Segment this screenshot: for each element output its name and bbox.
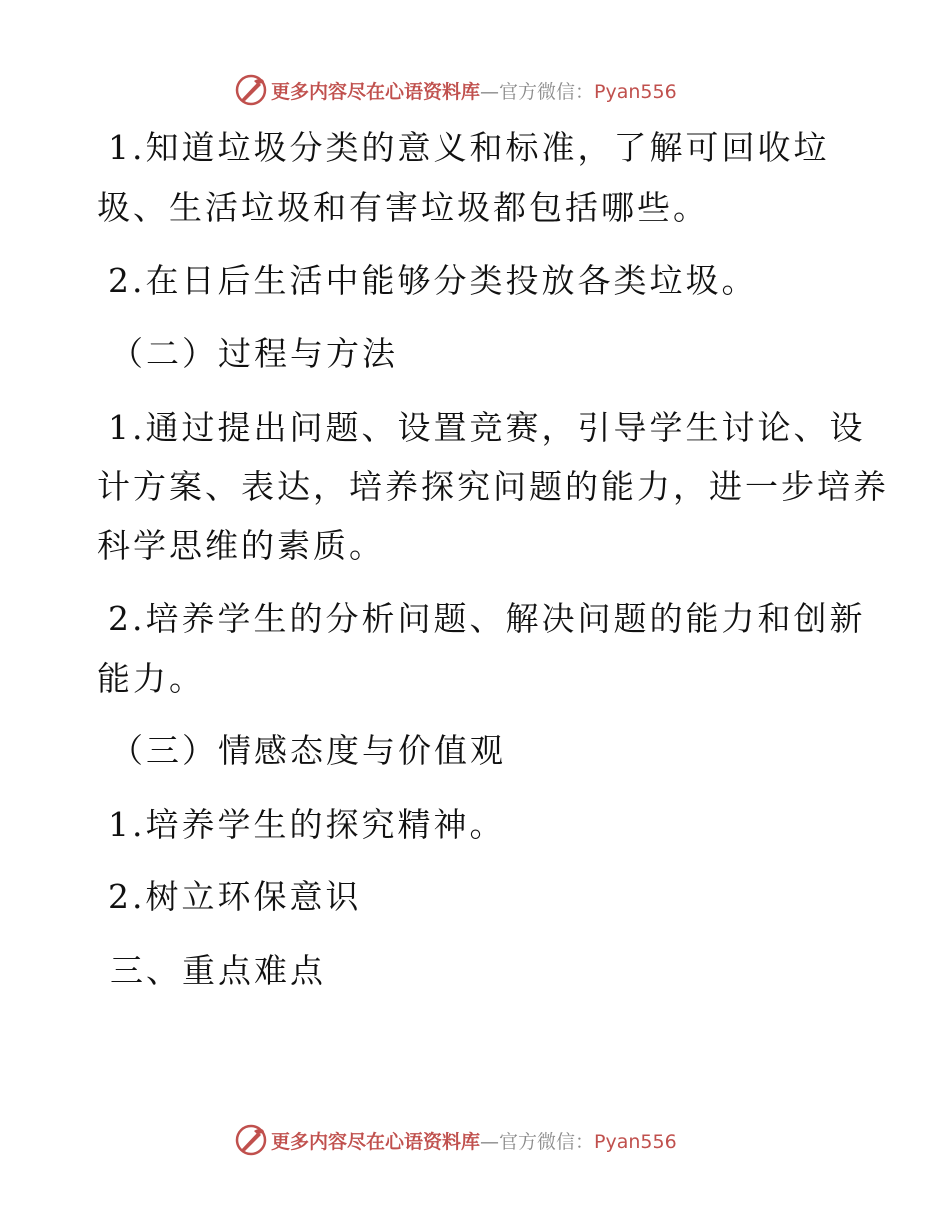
watermark-dash: — xyxy=(480,81,500,103)
paragraph-line: 1.培养学生的探究精神。 xyxy=(108,805,506,844)
watermark-brand: 更多内容尽在心语资料库 xyxy=(271,1131,481,1153)
section-heading: （三）情感态度与价值观 xyxy=(110,731,506,770)
paragraph-line: 能力。 xyxy=(97,659,205,698)
paragraph-line: 2.在日后生活中能够分类投放各类垃圾。 xyxy=(108,261,758,300)
watermark-contact-label: 官方微信： xyxy=(499,81,595,103)
watermark-contact-id: Pyan556 xyxy=(594,1131,677,1153)
watermark-text xyxy=(271,1127,677,1154)
paragraph-line: 圾、生活垃圾和有害垃圾都包括哪些。 xyxy=(97,188,709,227)
footer-watermark xyxy=(0,1120,950,1160)
paragraph-line: 2.树立环保意识 xyxy=(108,877,362,916)
watermark-dash: — xyxy=(480,1131,500,1153)
paragraph-line: 1.知道垃圾分类的意义和标准，了解可回收垃 xyxy=(108,128,830,167)
watermark-brand: 更多内容尽在心语资料库 xyxy=(271,81,481,103)
paragraph-line: 1.通过提出问题、设置竞赛，引导学生讨论、设 xyxy=(108,408,866,447)
watermark-contact-id: Pyan556 xyxy=(594,81,677,103)
paragraph-line: 2.培养学生的分析问题、解决问题的能力和创新 xyxy=(108,599,866,638)
quill-pen-icon xyxy=(234,1123,268,1157)
section-heading: （二）过程与方法 xyxy=(110,334,398,373)
paragraph-line: 科学思维的素质。 xyxy=(97,526,385,565)
section-heading: 三、重点难点 xyxy=(110,951,326,990)
paragraph-line: 计方案、表达，培养探究问题的能力，进一步培养 xyxy=(97,467,889,506)
watermark-contact-label: 官方微信： xyxy=(499,1131,595,1153)
